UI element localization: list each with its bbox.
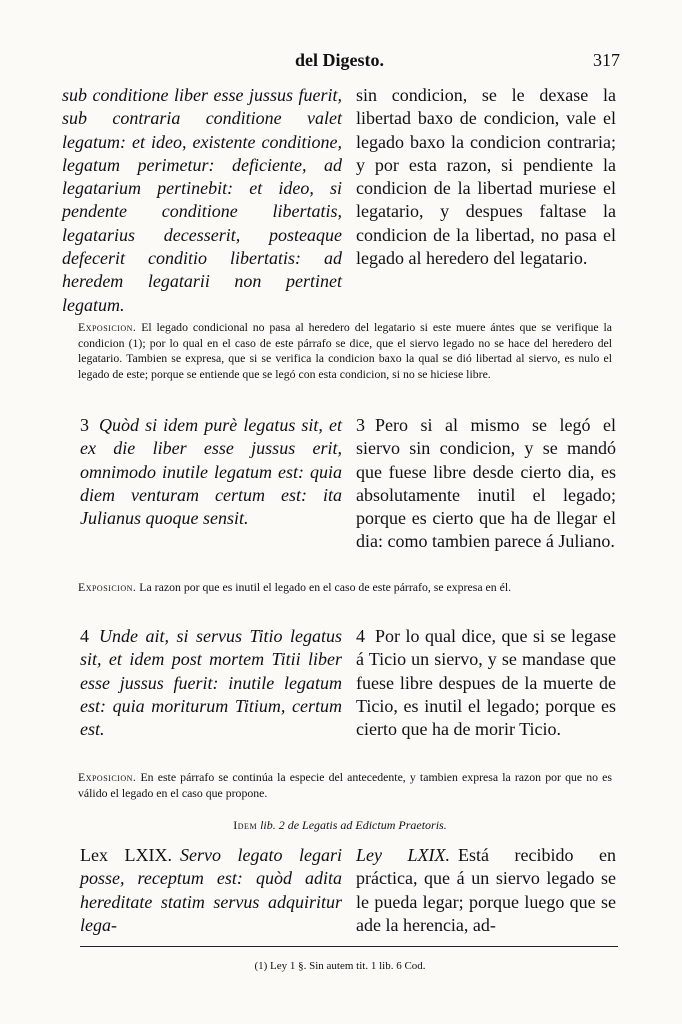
spanish-text: Por lo qual dice, que si se legase á Ticio un siervo, y se mandase que fuese libre despues de la muerte de Ticio, es inutil el legado; porque es cierto que ha de morir Ticio.	[356, 626, 616, 740]
exposicion-label: Exposicion.	[78, 770, 137, 784]
spanish-paragraph-3	[356, 414, 616, 554]
latin-paragraph-3	[80, 414, 342, 530]
exposicion-3	[78, 580, 612, 596]
latin-lex-69	[80, 844, 342, 937]
footnote: (1) Ley 1 §. Sin autem tit. 1 lib. 6 Cod.	[254, 960, 426, 972]
spanish-ley-69	[356, 844, 616, 937]
exposicion-text: En este párrafo se continúa la especie del antecedente, y tambien expresa la razon por que no es válido el legado en el caso que propone.	[78, 770, 612, 800]
exposicion-text: El legado condicional no pasa al heredero del legatario si este muere ántes que se verifique la condicion (1); por lo qual en el caso de este párrafo se dice, que el siervo legado no se hace del heredero del legatario. Tambien se expresa, que si se verifica la condicion baxo la qual se dió libertad al siervo, es nulo el legado de este; porque se entiende que se legó con esta condicion, si no se hiciese libre.	[78, 320, 612, 381]
page-header	[60, 46, 630, 76]
lex-label: Lex LXIX.	[80, 845, 172, 865]
citation-idem: Idem	[233, 818, 258, 832]
latin-paragraph-4	[80, 625, 342, 741]
citation-text: lib. 2 de Legatis ad Edictum Praetoris.	[260, 818, 447, 832]
exposicion-label: Exposicion.	[78, 320, 137, 334]
spanish-text: Está recibido en práctica, que á un siervo legado se le pueda legar; porque luego que se ade la herencia, ad-	[356, 845, 616, 935]
paragraph-number: 3	[80, 415, 89, 435]
spanish-paragraph-1: sin condicion, se le dexase la libertad baxo de condicion, vale el legado baxo la condicion contraria; y por esta razon, si pendiente la condicion de la libertad muriese el legatario, y despues faltase la condicion de la libertad, no pasa el legado al heredero del legatario.	[356, 85, 616, 269]
spanish-text: Pero si al mismo se legó el siervo sin condicion, y se mandó que fuese libre desde cierto dia, es absolutamente inutil el legado; porque es cierto que ha de llegar el dia: como tambien parece á Juliano.	[356, 415, 616, 552]
exposicion-text: La razon por que es inutil el legado en el caso de este párrafo, se expresa en él.	[139, 580, 512, 594]
footnote-divider	[80, 946, 618, 947]
exposicion-4	[78, 770, 612, 801]
exposicion-label: Exposicion.	[78, 580, 137, 594]
paragraph-number: 3	[356, 415, 365, 435]
paragraph-number: 4	[356, 626, 365, 646]
spanish-paragraph-4	[356, 625, 616, 741]
paragraph-number: 4	[80, 626, 89, 646]
latin-text: Unde ait, si servus Titio legatus sit, et idem post mortem Titii liber esse jussus fuerit: inutile legatum est: quia moriturum Titium, certum est.	[80, 626, 342, 740]
running-title: del Digesto.	[295, 50, 384, 70]
latin-text: Servo legato legari posse, receptum est: quòd adita hereditate statim servus adquiritur lega-	[80, 845, 342, 935]
exposicion-1	[78, 320, 612, 382]
latin-paragraph-1: sub conditione liber esse jussus fuerit, sub contraria conditione valet legatum: et ideo, existente conditione, legatum perimetur: deficiente, ad legatarium pertinebit: et ideo, si pendente conditione libertatis, legatarius decesserit, posteaque defecerit conditio libertatis: ad heredem legatarii non pertinet legatum.	[62, 85, 342, 315]
latin-text: Quòd si idem purè legatus sit, et ex die liber esse jussus erit, omnimodo inutile legatum est: quia diem venturam certum est: ita Julianus quoque sensit.	[80, 415, 342, 529]
page-number: 317	[593, 50, 620, 70]
ley-label: Ley LXIX.	[356, 845, 450, 865]
source-citation	[60, 818, 620, 833]
